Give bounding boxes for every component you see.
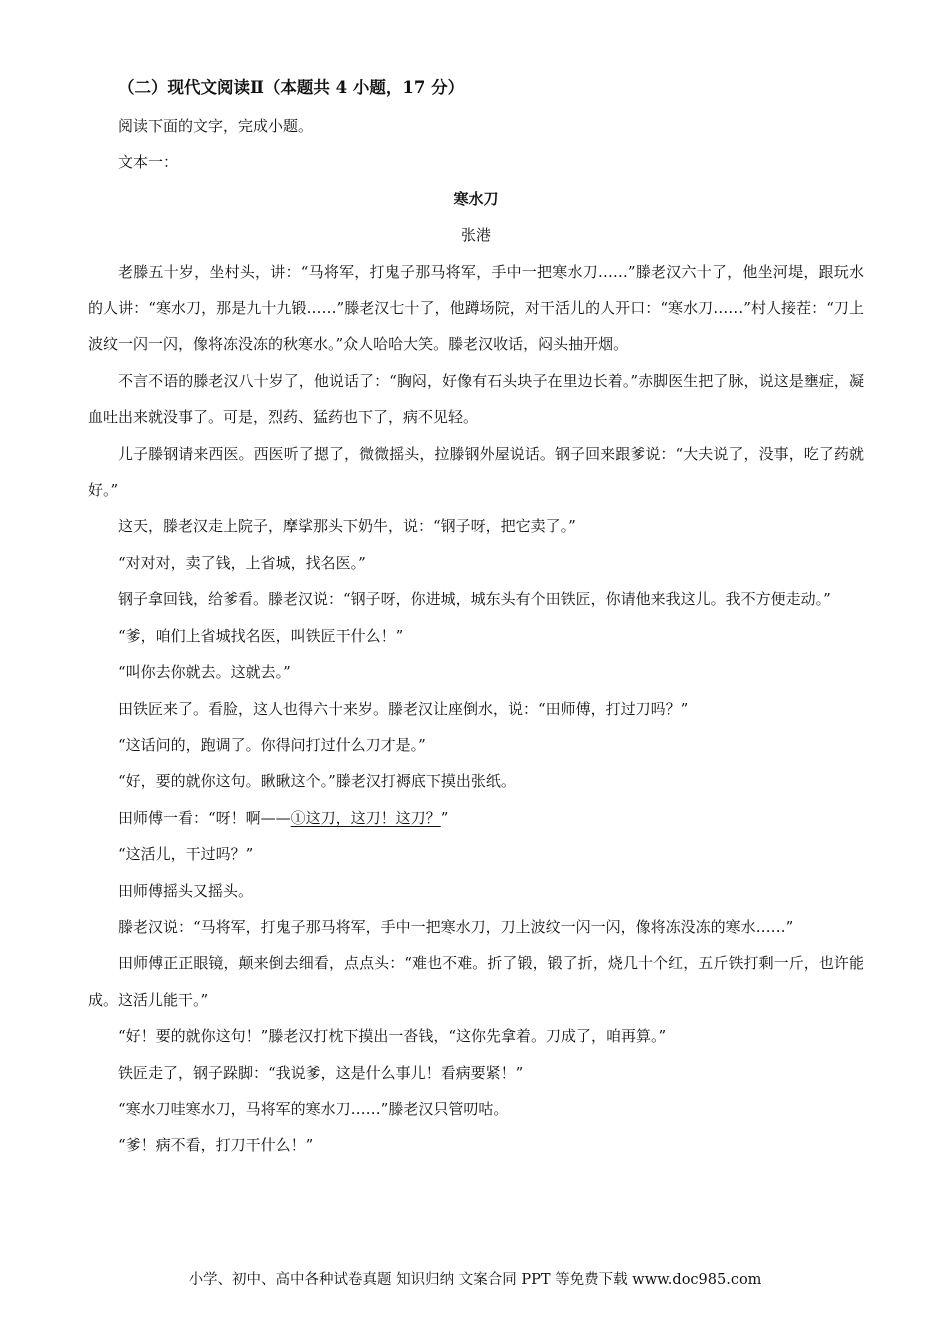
paragraph	[88, 800, 864, 836]
paragraph: “寒水刀哇寒水刀，马将军的寒水刀……”滕老汉只管叨咕。	[118, 1099, 509, 1118]
paragraph: “爹！病不看，打刀干什么！”	[118, 1136, 314, 1155]
paragraph: 儿子滕钢请来西医。西医听了摁了，微微摇头，拉滕钢外屋说话。钢子回来跟爹说：“大夫说了，没事，吃了药就好。”	[88, 444, 864, 500]
paragraph: “这活儿，干过吗？”	[118, 845, 254, 864]
instruction-text: 阅读下面的文字，完成小题。	[118, 117, 314, 135]
paragraph: 铁匠走了，钢子跺脚：“我说爹，这是什么事儿！看病要紧！”	[118, 1063, 524, 1082]
paragraph-text: 田师傅一看：“呀！啊——	[118, 808, 291, 827]
paragraph: “这话问的，跑调了。你得问打过什么刀才是。”	[118, 735, 426, 754]
closing-quote: ”	[440, 808, 449, 827]
paragraph: “对对对，卖了钱，上省城，找名医。”	[118, 553, 366, 572]
underlined-sentence-1: ①这刀，这刀！这刀？	[290, 808, 441, 827]
paragraph: 钢子拿回钱，给爹看。滕老汉说：“钢子呀，你进城，城东头有个田铁匠，你请他来我这儿。我不方便走动。”	[118, 590, 831, 609]
paragraph: 这天，滕老汉走上院子，摩挲那头下奶牛，说：“钢子呀，把它卖了。”	[118, 517, 576, 536]
story-title: 寒水刀	[453, 189, 499, 208]
paragraph: 老滕五十岁，坐村头，讲：“马将军，打鬼子那马将军，手中一把寒水刀……”滕老汉六十了，他坐河堤，跟玩水的人讲：“寒水刀，那是九十九锻……”滕老汉七十了，他蹲场院，对干活儿的人开口：“寒水刀……”村人接茬：“刀上波纹一闪一闪，像将冻没冻的秋寒水。”众人哈哈大笑。滕老汉收话，闷头抽开烟。	[88, 262, 864, 354]
paragraph: 不言不语的滕老汉八十岁了，他说话了：“胸闷，好像有石头块子在里边长着。”赤脚医生把了脉，说这是壅症，凝血吐出来就没事了。可是，烈药、猛药也下了，病不见轻。	[88, 371, 864, 427]
story-author: 张港	[460, 226, 491, 245]
paragraph: 滕老汉说：“马将军，打鬼子那马将军，手中一把寒水刀，刀上波纹一闪一闪，像将冻没冻的寒水……”	[118, 917, 794, 936]
section-title: （二）现代文阅读Ⅱ（本题共 4 小题，17 分）	[118, 78, 465, 97]
document-body	[88, 108, 864, 1164]
paragraph: 田师傅摇头又摇头。	[118, 881, 254, 900]
paragraph: 田师傅正正眼镜，颠来倒去细看，点点头：“难也不难。折了锻，锻了折，烧几十个红，五斤铁打剩一斤，也许能成。这活儿能干。”	[88, 954, 864, 1009]
paragraph: “好！要的就你这句！”滕老汉打枕下摸出一沓钱，“这你先拿着。刀成了，咱再算。”	[118, 1027, 667, 1046]
text-label: 文本一：	[118, 153, 179, 172]
page-footer: 小学、初中、高中各种试卷真题 知识归纳 文案合同 PPT 等免费下载 www.doc985.com	[188, 1272, 762, 1288]
paragraph: “好，要的就你这句。瞅瞅这个。”滕老汉打褥底下摸出张纸。	[118, 772, 516, 791]
paragraph: 田铁匠来了。看脸，这人也得六十来岁。滕老汉让座倒水，说：“田师傅，打过刀吗？”	[118, 699, 689, 718]
paragraph: “叫你去你就去。这就去。”	[118, 663, 291, 682]
paragraph: “爹，咱们上省城找名医，叫铁匠干什么！”	[118, 626, 404, 645]
